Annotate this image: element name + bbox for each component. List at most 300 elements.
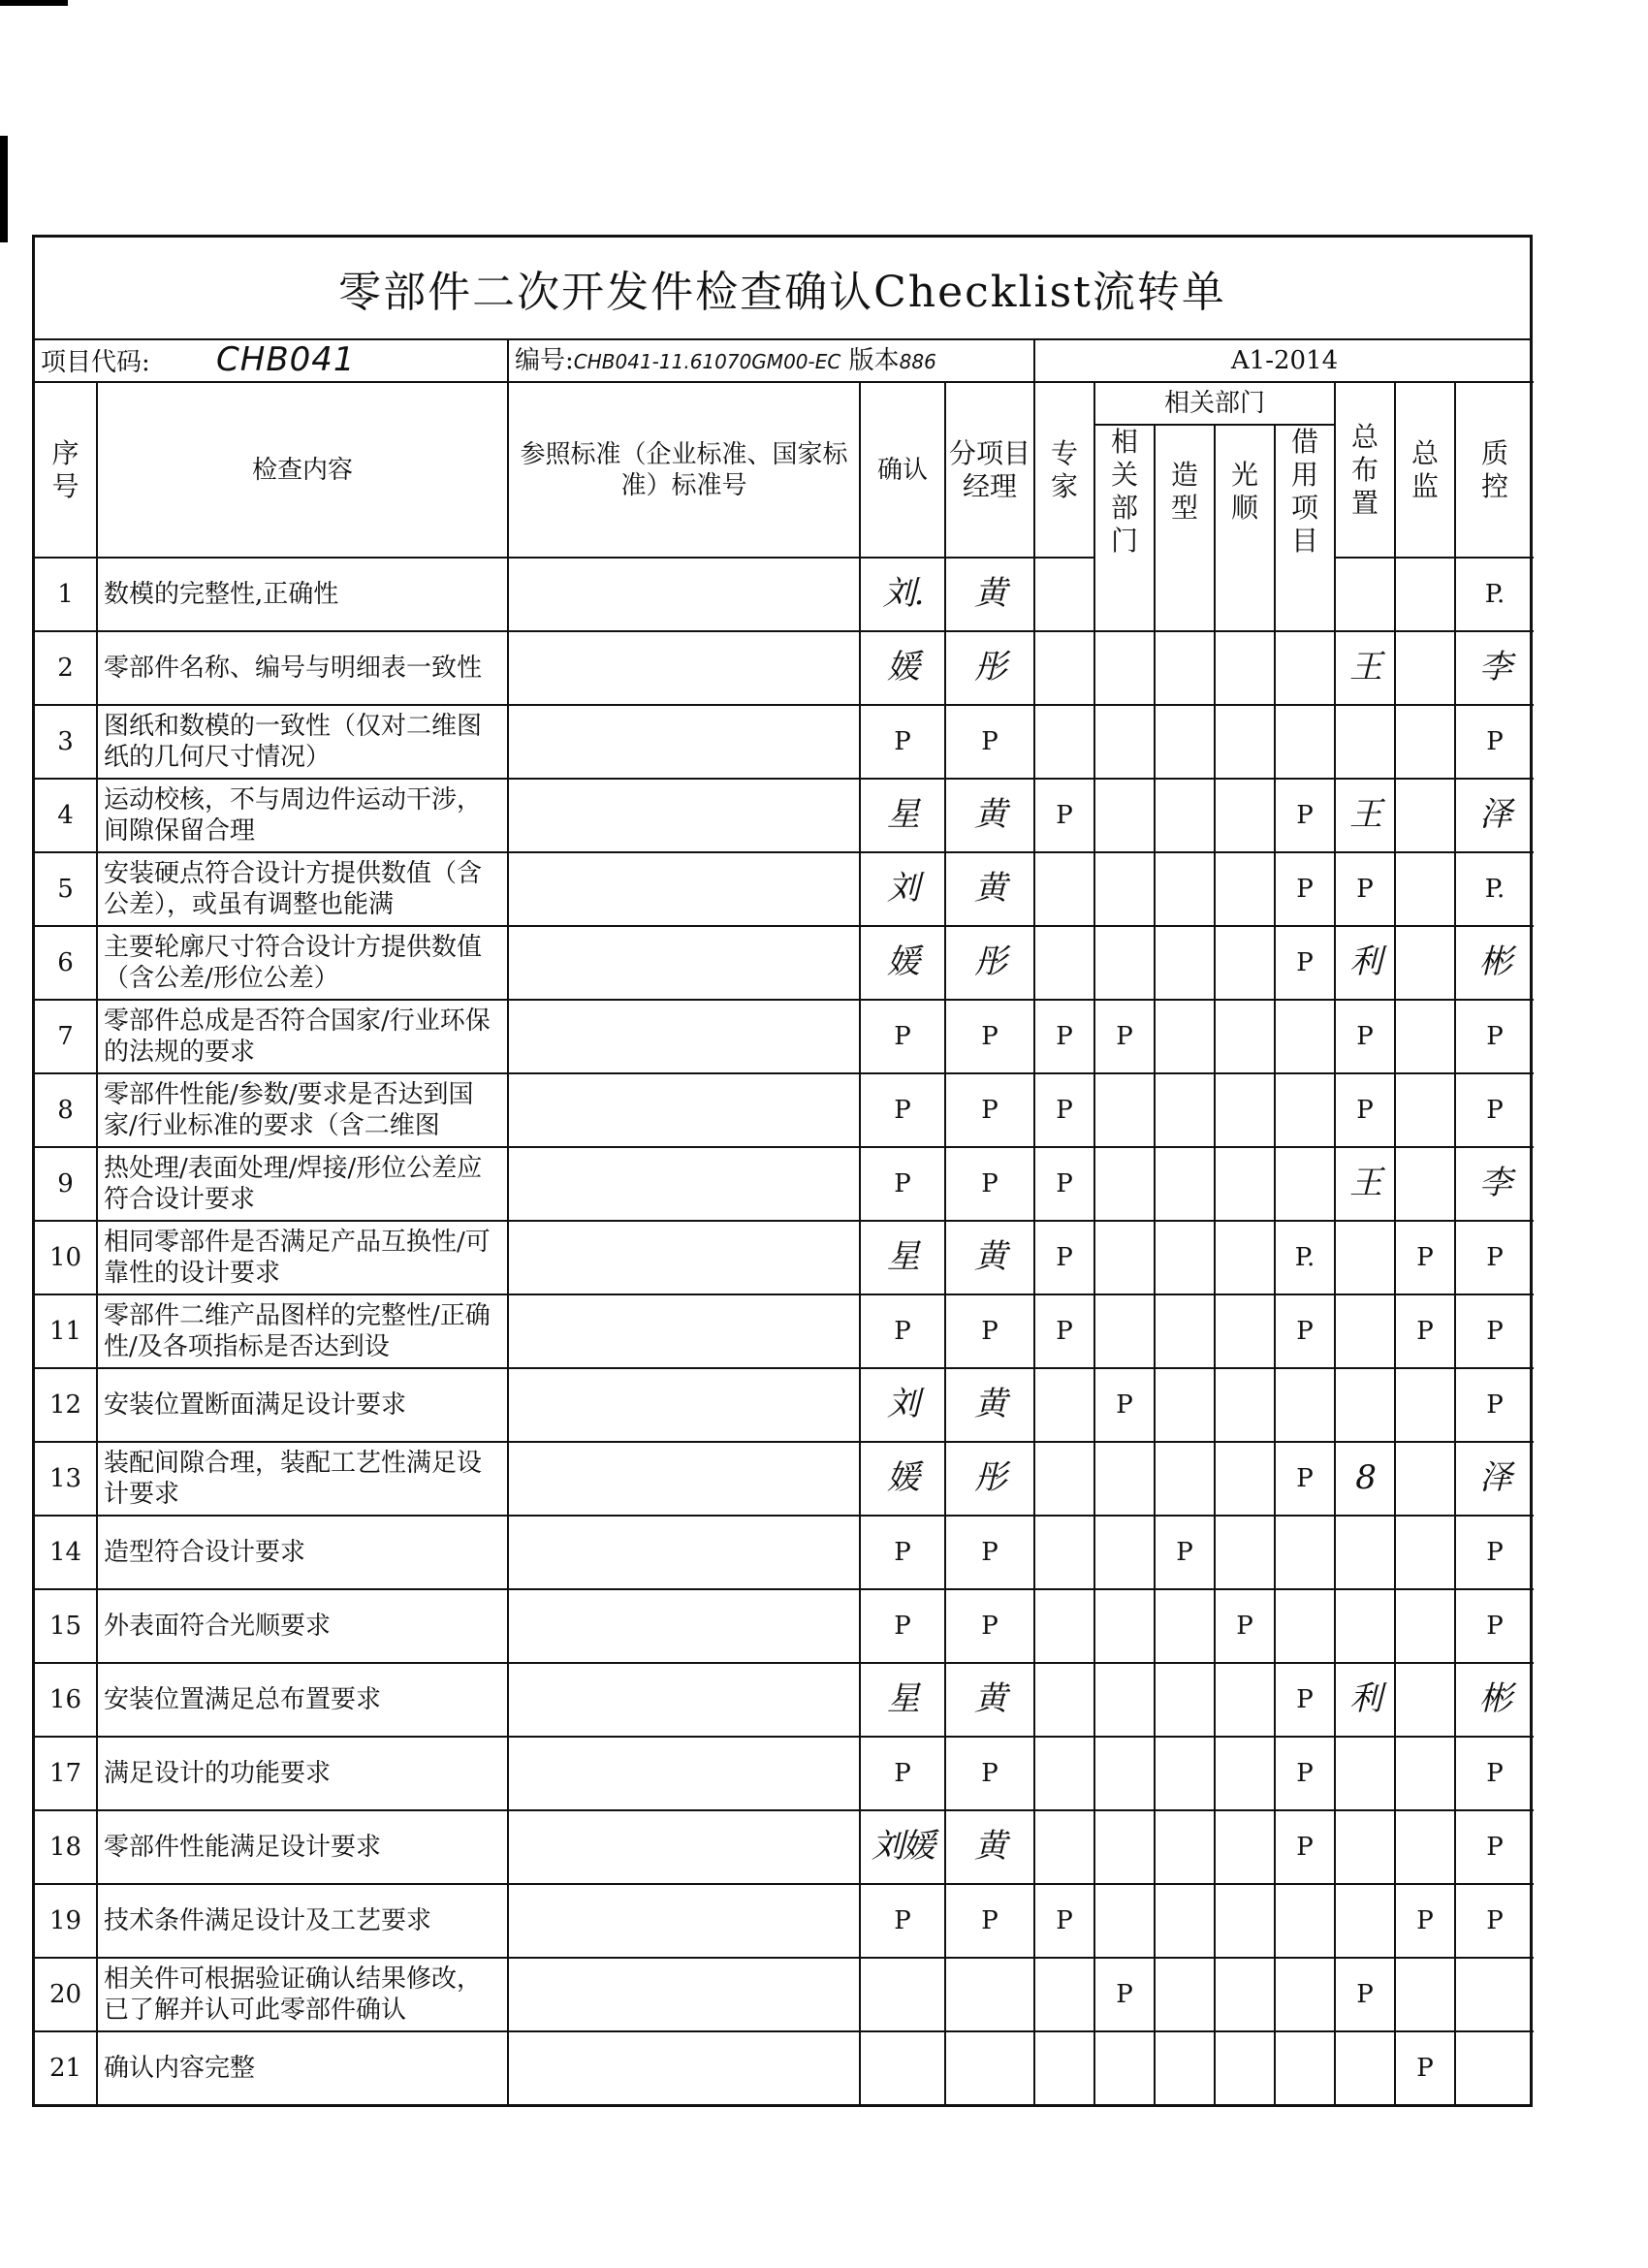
- cell-borrowed: [1275, 1000, 1335, 1073]
- row-content: 安装位置满足总布置要求: [97, 1663, 508, 1737]
- cell-related: [1094, 1516, 1155, 1589]
- cell-expert: [1034, 779, 1094, 852]
- cell-borrowed: [1275, 1663, 1335, 1737]
- cell-confirm-value: P: [894, 1538, 911, 1567]
- row-number: 17: [35, 1737, 97, 1810]
- cell-styling: [1155, 705, 1215, 779]
- row-standard: [508, 1589, 860, 1663]
- cell-director: [1395, 1368, 1455, 1442]
- table-row: [35, 558, 1534, 631]
- cell-related: [1094, 1884, 1155, 1958]
- cell-styling: [1155, 1589, 1215, 1663]
- cell-confirm-value: 媛: [887, 1457, 918, 1497]
- table-row: [35, 1221, 1534, 1294]
- header-related: 相关部门: [1094, 425, 1155, 558]
- cell-confirm: [860, 1663, 945, 1737]
- cell-borrowed: [1275, 1221, 1335, 1294]
- cell-qc: [1455, 558, 1534, 631]
- cell-sub-manager-value: 黄: [974, 573, 1006, 613]
- cell-styling: [1155, 1884, 1215, 1958]
- row-standard: [508, 852, 860, 926]
- row-number: 2: [35, 631, 97, 705]
- cell-qc-value: 泽: [1479, 794, 1511, 834]
- cell-borrowed: [1275, 631, 1335, 705]
- table-row: [35, 2031, 1534, 2104]
- cell-expert: [1034, 1147, 1094, 1221]
- row-number: 10: [35, 1221, 97, 1294]
- table-row: [35, 1737, 1534, 1810]
- row-content: 相同零部件是否满足产品互换性/可靠性的设计要求: [97, 1221, 508, 1294]
- cell-sub-manager-value: P: [981, 1169, 998, 1198]
- cell-sub-manager: [945, 1958, 1034, 2031]
- cell-director-value: P: [1416, 1317, 1434, 1346]
- cell-related: [1094, 1294, 1155, 1368]
- row-content: 数模的完整性,正确性: [97, 558, 508, 631]
- cell-sub-manager: [945, 852, 1034, 926]
- table-row: [35, 631, 1534, 705]
- scan-edge-mark-left: [0, 136, 8, 242]
- cell-styling: [1155, 1221, 1215, 1294]
- cell-styling: [1155, 1810, 1215, 1884]
- header-borrowed: 借用项目: [1275, 425, 1335, 558]
- cell-layout: [1335, 631, 1395, 705]
- cell-styling-value: P: [1176, 1538, 1193, 1567]
- cell-smoothness: [1215, 1442, 1275, 1516]
- cell-expert: [1034, 852, 1094, 926]
- row-standard: [508, 1294, 860, 1368]
- cell-expert-value: P: [1056, 1096, 1073, 1125]
- cell-related: [1094, 1442, 1155, 1516]
- cell-smoothness: [1215, 705, 1275, 779]
- cell-qc: [1455, 1810, 1534, 1884]
- cell-related: [1094, 1368, 1155, 1442]
- cell-layout: [1335, 1442, 1395, 1516]
- cell-borrowed: [1275, 1958, 1335, 2031]
- cell-smoothness: [1215, 1663, 1275, 1737]
- cell-director: [1395, 1000, 1455, 1073]
- cell-related: [1094, 1000, 1155, 1073]
- row-number: 3: [35, 705, 97, 779]
- cell-confirm: [860, 2031, 945, 2104]
- cell-sub-manager: [945, 779, 1034, 852]
- number-label: 编号:: [515, 345, 574, 375]
- row-number: 11: [35, 1294, 97, 1368]
- info-row: [35, 340, 1534, 382]
- cell-confirm-value: P: [894, 1906, 911, 1935]
- cell-smoothness: [1215, 1516, 1275, 1589]
- cell-styling: [1155, 1000, 1215, 1073]
- header-content: 检查内容: [97, 382, 508, 558]
- cell-sub-manager-value: 黄: [974, 1678, 1006, 1718]
- cell-confirm: [860, 1737, 945, 1810]
- row-number: 18: [35, 1810, 97, 1884]
- cell-borrowed: [1275, 558, 1335, 631]
- cell-confirm: [860, 1147, 945, 1221]
- cell-sub-manager: [945, 705, 1034, 779]
- table-row: [35, 1884, 1534, 1958]
- header-standard: 参照标准（企业标准、国家标准）标准号: [508, 382, 860, 558]
- row-standard: [508, 705, 860, 779]
- cell-confirm-value: 刘: [887, 1384, 918, 1423]
- cell-qc-value: 彬: [1479, 1678, 1511, 1718]
- cell-director-value: P: [1416, 1906, 1434, 1935]
- cell-sub-manager: [945, 558, 1034, 631]
- cell-sub-manager-value: 黄: [974, 1236, 1006, 1276]
- cell-borrowed: [1275, 1884, 1335, 1958]
- cell-confirm-value: 星: [887, 794, 918, 834]
- cell-layout: [1335, 1147, 1395, 1221]
- cell-qc: [1455, 926, 1534, 1000]
- cell-expert-value: P: [1056, 801, 1073, 830]
- table-row: [35, 1000, 1534, 1073]
- table-row: [35, 1958, 1534, 2031]
- cell-qc: [1455, 1368, 1534, 1442]
- cell-confirm-value: P: [894, 1759, 911, 1788]
- cell-sub-manager-value: P: [981, 1612, 998, 1641]
- table-row: [35, 1663, 1534, 1737]
- number-cell: [508, 340, 1034, 382]
- cell-director: [1395, 1663, 1455, 1737]
- cell-sub-manager: [945, 1589, 1034, 1663]
- cell-confirm-value: P: [894, 1169, 911, 1198]
- cell-styling: [1155, 558, 1215, 631]
- cell-director: [1395, 1147, 1455, 1221]
- cell-qc: [1455, 1663, 1534, 1737]
- cell-director: [1395, 1294, 1455, 1368]
- cell-smoothness: [1215, 1294, 1275, 1368]
- cell-qc-value: 李: [1479, 1163, 1511, 1202]
- cell-confirm: [860, 631, 945, 705]
- cell-expert: [1034, 1589, 1094, 1663]
- row-standard: [508, 1810, 860, 1884]
- cell-confirm-value: P: [894, 1612, 911, 1641]
- cell-borrowed-value: P.: [1294, 1243, 1315, 1272]
- row-content: 零部件总成是否符合国家/行业环保的法规的要求: [97, 1000, 508, 1073]
- cell-expert: [1034, 1073, 1094, 1147]
- cell-borrowed: [1275, 2031, 1335, 2104]
- cell-expert: [1034, 1884, 1094, 1958]
- cell-layout-value: P: [1356, 1980, 1374, 2009]
- cell-sub-manager-value: P: [981, 727, 998, 756]
- cell-qc: [1455, 1958, 1534, 2031]
- cell-qc: [1455, 1442, 1534, 1516]
- cell-director: [1395, 1442, 1455, 1516]
- cell-expert: [1034, 2031, 1094, 2104]
- cell-confirm: [860, 1221, 945, 1294]
- cell-related: [1094, 1589, 1155, 1663]
- cell-expert-value: P: [1056, 1317, 1073, 1346]
- cell-smoothness: [1215, 1073, 1275, 1147]
- cell-borrowed-value: P: [1296, 801, 1314, 830]
- cell-confirm: [860, 779, 945, 852]
- row-number: 4: [35, 779, 97, 852]
- cell-related: [1094, 1810, 1155, 1884]
- cell-expert: [1034, 1442, 1094, 1516]
- cell-confirm: [860, 926, 945, 1000]
- cell-expert: [1034, 1221, 1094, 1294]
- row-content: 安装硬点符合设计方提供数值（含公差），或虽有调整也能满: [97, 852, 508, 926]
- cell-expert: [1034, 631, 1094, 705]
- project-code-label: 项目代码:: [41, 347, 150, 377]
- cell-related: [1094, 852, 1155, 926]
- cell-related-value: P: [1116, 1980, 1133, 2009]
- cell-styling: [1155, 2031, 1215, 2104]
- cell-qc-value: P: [1486, 1096, 1504, 1125]
- cell-layout: [1335, 1810, 1395, 1884]
- cell-layout: [1335, 1884, 1395, 1958]
- row-standard: [508, 1663, 860, 1737]
- project-code-cell: [35, 340, 508, 382]
- cell-borrowed: [1275, 1589, 1335, 1663]
- row-number: 13: [35, 1442, 97, 1516]
- cell-layout: [1335, 1958, 1395, 2031]
- cell-qc-value: P: [1486, 1833, 1504, 1862]
- cell-confirm-value: 星: [887, 1236, 918, 1276]
- row-standard: [508, 1884, 860, 1958]
- cell-confirm-value: 刘媛: [872, 1826, 934, 1866]
- row-number: 5: [35, 852, 97, 926]
- cell-layout: [1335, 1663, 1395, 1737]
- cell-styling: [1155, 852, 1215, 926]
- cell-confirm: [860, 1810, 945, 1884]
- cell-confirm: [860, 1368, 945, 1442]
- cell-director: [1395, 631, 1455, 705]
- cell-layout: [1335, 1368, 1395, 1442]
- cell-qc: [1455, 1294, 1534, 1368]
- cell-borrowed: [1275, 1368, 1335, 1442]
- cell-director: [1395, 1958, 1455, 2031]
- number-value: CHB041-11.61070GM00-EC: [573, 349, 841, 373]
- row-number: 14: [35, 1516, 97, 1589]
- cell-styling: [1155, 1147, 1215, 1221]
- cell-qc-value: P: [1486, 1390, 1504, 1420]
- cell-confirm-value: 媛: [887, 647, 918, 687]
- cell-borrowed-value: P: [1296, 1759, 1314, 1788]
- cell-director: [1395, 705, 1455, 779]
- cell-sub-manager-value: 彤: [974, 647, 1006, 687]
- cell-layout: [1335, 852, 1395, 926]
- cell-related: [1094, 1221, 1155, 1294]
- cell-sub-manager: [945, 631, 1034, 705]
- cell-related: [1094, 558, 1155, 631]
- cell-expert-value: P: [1056, 1169, 1073, 1198]
- cell-smoothness: [1215, 558, 1275, 631]
- table-row: [35, 1589, 1534, 1663]
- cell-sub-manager-value: P: [981, 1538, 998, 1567]
- row-content: 满足设计的功能要求: [97, 1737, 508, 1810]
- cell-layout-value: 王: [1349, 1163, 1381, 1202]
- cell-related: [1094, 705, 1155, 779]
- cell-expert-value: P: [1056, 1243, 1073, 1272]
- row-content: 确认内容完整: [97, 2031, 508, 2104]
- cell-smoothness: [1215, 631, 1275, 705]
- cell-qc-value: 彬: [1479, 942, 1511, 981]
- row-number: 6: [35, 926, 97, 1000]
- cell-qc: [1455, 1737, 1534, 1810]
- header-qc: 质控: [1455, 382, 1534, 558]
- cell-director: [1395, 1884, 1455, 1958]
- row-content: 零部件名称、编号与明细表一致性: [97, 631, 508, 705]
- cell-borrowed: [1275, 705, 1335, 779]
- table-row: [35, 1147, 1534, 1221]
- row-content: 技术条件满足设计及工艺要求: [97, 1884, 508, 1958]
- form-title: 零部件二次开发件检查确认Checklist流转单: [35, 238, 1530, 340]
- row-content: 装配间隙合理，装配工艺性满足设计要求: [97, 1442, 508, 1516]
- row-number: 16: [35, 1663, 97, 1737]
- row-number: 8: [35, 1073, 97, 1147]
- cell-layout: [1335, 779, 1395, 852]
- cell-layout: [1335, 1737, 1395, 1810]
- cell-borrowed: [1275, 1294, 1335, 1368]
- cell-confirm-value: P: [894, 727, 911, 756]
- cell-qc-value: P: [1486, 1538, 1504, 1567]
- cell-smoothness: [1215, 1589, 1275, 1663]
- cell-related: [1094, 1147, 1155, 1221]
- cell-smoothness: [1215, 926, 1275, 1000]
- cell-borrowed-value: P: [1296, 1685, 1314, 1714]
- cell-expert-value: P: [1056, 1022, 1073, 1051]
- cell-sub-manager-value: 黄: [974, 1384, 1006, 1423]
- cell-sub-manager-value: P: [981, 1022, 998, 1051]
- cell-confirm-value: P: [894, 1096, 911, 1125]
- cell-expert: [1034, 705, 1094, 779]
- cell-qc-value: P: [1486, 727, 1504, 756]
- cell-director: [1395, 926, 1455, 1000]
- cell-expert: [1034, 1516, 1094, 1589]
- cell-confirm-value: 刘: [887, 868, 918, 908]
- cell-director: [1395, 1589, 1455, 1663]
- row-content: 运动校核，不与周边件运动干涉，间隙保留合理: [97, 779, 508, 852]
- table-row: [35, 1442, 1534, 1516]
- cell-borrowed: [1275, 1737, 1335, 1810]
- row-number: 9: [35, 1147, 97, 1221]
- cell-related: [1094, 1073, 1155, 1147]
- cell-sub-manager: [945, 1442, 1034, 1516]
- row-standard: [508, 1516, 860, 1589]
- cell-sub-manager-value: 彤: [974, 1457, 1006, 1497]
- cell-smoothness: [1215, 1000, 1275, 1073]
- row-standard: [508, 1221, 860, 1294]
- cell-layout: [1335, 1221, 1395, 1294]
- table-row: [35, 779, 1534, 852]
- cell-related: [1094, 779, 1155, 852]
- cell-layout-value: 利: [1349, 1678, 1381, 1718]
- cell-qc-value: P: [1486, 1317, 1504, 1346]
- cell-sub-manager: [945, 1810, 1034, 1884]
- table-row: [35, 705, 1534, 779]
- cell-layout-value: P: [1356, 1096, 1374, 1125]
- cell-director: [1395, 2031, 1455, 2104]
- cell-borrowed-value: P: [1296, 1317, 1314, 1346]
- cell-confirm: [860, 1884, 945, 1958]
- cell-smoothness: [1215, 779, 1275, 852]
- cell-expert: [1034, 926, 1094, 1000]
- cell-borrowed: [1275, 1810, 1335, 1884]
- cell-smoothness-value: P: [1236, 1612, 1253, 1641]
- row-standard: [508, 1737, 860, 1810]
- cell-related-value: P: [1116, 1390, 1133, 1420]
- row-standard: [508, 1442, 860, 1516]
- cell-layout-value: 王: [1349, 647, 1381, 687]
- header-confirm: 确认: [860, 382, 945, 558]
- cell-director: [1395, 1810, 1455, 1884]
- cell-sub-manager: [945, 2031, 1034, 2104]
- cell-director: [1395, 558, 1455, 631]
- row-number: 21: [35, 2031, 97, 2104]
- cell-smoothness: [1215, 1221, 1275, 1294]
- cell-sub-manager: [945, 1221, 1034, 1294]
- cell-director: [1395, 1073, 1455, 1147]
- cell-director: [1395, 1221, 1455, 1294]
- cell-borrowed: [1275, 1073, 1335, 1147]
- cell-borrowed: [1275, 926, 1335, 1000]
- row-standard: [508, 2031, 860, 2104]
- row-content: 零部件性能满足设计要求: [97, 1810, 508, 1884]
- cell-layout-value: 8: [1355, 1457, 1375, 1497]
- project-code-value: CHB041: [216, 340, 356, 379]
- cell-sub-manager-value: 彤: [974, 942, 1006, 981]
- cell-expert: [1034, 1737, 1094, 1810]
- header-smoothness: 光顺: [1215, 425, 1275, 558]
- cell-sub-manager-value: P: [981, 1317, 998, 1346]
- cell-qc: [1455, 1516, 1534, 1589]
- cell-confirm: [860, 1589, 945, 1663]
- row-standard: [508, 1073, 860, 1147]
- cell-sub-manager: [945, 1000, 1034, 1073]
- table-row: [35, 1516, 1534, 1589]
- row-content: 造型符合设计要求: [97, 1516, 508, 1589]
- row-content: 热处理/表面处理/焊接/形位公差应符合设计要求: [97, 1147, 508, 1221]
- cell-smoothness: [1215, 1884, 1275, 1958]
- cell-confirm: [860, 705, 945, 779]
- row-standard: [508, 779, 860, 852]
- version-label: 版本: [848, 345, 900, 375]
- cell-qc-value: P: [1486, 1906, 1504, 1935]
- cell-borrowed: [1275, 779, 1335, 852]
- header-sub-manager: 分项目经理: [945, 382, 1034, 558]
- cell-confirm: [860, 1516, 945, 1589]
- cell-sub-manager-value: P: [981, 1759, 998, 1788]
- cell-layout-value: P: [1356, 875, 1374, 904]
- cell-sub-manager-value: P: [981, 1096, 998, 1125]
- cell-confirm: [860, 558, 945, 631]
- checklist-rows: [35, 558, 1534, 2104]
- cell-styling: [1155, 1663, 1215, 1737]
- cell-layout-value: P: [1356, 1022, 1374, 1051]
- cell-layout: [1335, 705, 1395, 779]
- cell-borrowed: [1275, 852, 1335, 926]
- table-row: [35, 1810, 1534, 1884]
- cell-borrowed-value: P: [1296, 948, 1314, 977]
- row-standard: [508, 1147, 860, 1221]
- cell-director: [1395, 1516, 1455, 1589]
- cell-styling: [1155, 1442, 1215, 1516]
- cell-confirm: [860, 1294, 945, 1368]
- cell-confirm: [860, 1073, 945, 1147]
- cell-related: [1094, 1958, 1155, 2031]
- cell-styling: [1155, 926, 1215, 1000]
- cell-styling: [1155, 1958, 1215, 2031]
- cell-sub-manager: [945, 1294, 1034, 1368]
- cell-borrowed: [1275, 1442, 1335, 1516]
- cell-styling: [1155, 1073, 1215, 1147]
- table-row: [35, 852, 1534, 926]
- cell-smoothness: [1215, 2031, 1275, 2104]
- cell-sub-manager-value: 黄: [974, 1826, 1006, 1866]
- cell-qc: [1455, 1589, 1534, 1663]
- row-number: 19: [35, 1884, 97, 1958]
- cell-qc: [1455, 1221, 1534, 1294]
